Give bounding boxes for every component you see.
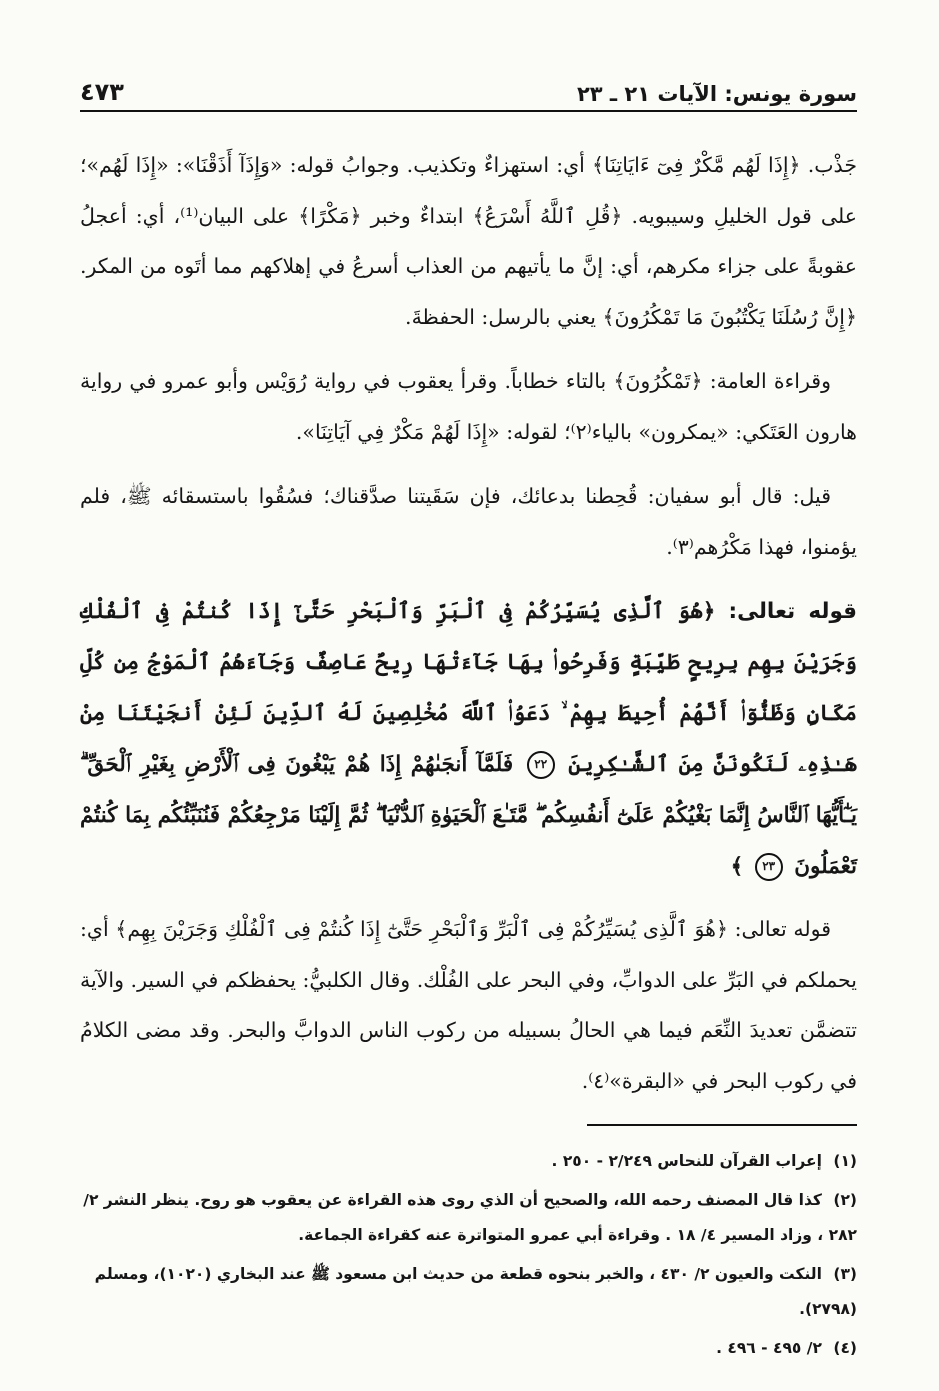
footnote-4 (80, 1331, 857, 1366)
footnote-text: ٢/ ٤٩٥ - ٤٩٦ . (716, 1339, 822, 1357)
footnote-number: (٤) (833, 1339, 857, 1357)
verse-close-bracket: ﴾ (730, 854, 744, 879)
page-number: ٤٧٣ (80, 78, 124, 106)
verse-text-23: فَلَمَّآ أَنجَىٰهُمْ إِذَا هُمْ يَبْغُونَ فِى ٱلْأَرْضِ بِغَيْرِ ٱلْحَقِّ ۗ يَـٰٓأَيُّهَا ٱلنَّاسُ إِنَّمَا بَغْيُكُمْ عَلَىٰٓ أَنفُسِكُم ۖ مَّتَـٰعَ ٱلْحَيَوٰةِ ٱلدُّنْيَا ۖ ثُمَّ إِلَيْنَا مَرْجِعُكُمْ فَنُنَبِّئُكُم بِمَا كُنتُمْ تَعْمَلُونَ (80, 752, 857, 879)
footnote-text: كذا قال المصنف رحمه الله، والصحيح أن الذي روى هذه القراءة عن يعقوب هو روح. ينظر النشر ٢/ ٢٨٢ ، وزاد المسير ٤/ ١٨ . وقراءة أبي عمرو المتواترة عنه كقراءة الجماعة. (83, 1191, 857, 1244)
verse-text-22: ﴿هُوَ ٱلَّذِى يُسَيِّرُكُمْ فِى ٱلْبَرِّ وَٱلْبَحْرِ حَتَّىٰٓ إِذَا كُنتُمْ فِى ٱلْفُلْكِ وَجَرَيْنَ بِهِم بِرِيحٍ طَيِّبَةٍ وَفَرِحُوا۟ بِهَا جَآءَتْهَا رِيحٌ عَاصِفٌ وَجَآءَهُمُ ٱلْمَوْجُ مِن كُلِّ مَكَانٍ وَظَنُّوٓا۟ أَنَّهُمْ أُحِيطَ بِهِمْ ۙ دَعَوُا۟ ٱللَّهَ مُخْلِصِينَ لَهُ ٱلدِّينَ لَئِنْ أَنجَيْتَنَا مِنْ هَـٰذِهِۦ لَنَكُونَنَّ مِنَ ٱلشَّـٰكِرِينَ (80, 599, 857, 777)
footnotes (80, 1144, 857, 1366)
ayah-number-22: ٢٢ (527, 751, 555, 779)
footnote-number: (٣) (833, 1265, 857, 1283)
ayah-number-23: ٢٣ (755, 853, 783, 881)
commentary-paragraph: قوله تعالى: ﴿هُوَ ٱلَّذِى يُسَيِّرُكُمْ فِى ٱلْبَرِّ وَٱلْبَحْرِ حَتَّىٰٓ إِذَا كُنتُمْ فِى ٱلْفُلْكِ وَجَرَيْنَ بِهِم﴾ أي: يحملكم في البَرِّ على الدوابِّ، وفي البحر على الفُلْك. وقال الكلبيُّ: يحفظكم في السير. والآية تتضمَّن تعديدَ النِّعَم فيما هي الحالُ بسبيله من ركوب الناس الدوابَّ والبحر. وقد مضى الكلامُ في ركوب البحر في «البقرة»⁽٤⁾. (80, 917, 857, 1093)
running-title: سورة يونس: الآيات ٢١ ـ ٢٣ (576, 82, 857, 106)
paragraph-2: وقراءة العامة: ﴿تَمْكُرُونَ﴾ بالتاء خطاباً. وقرأ يعقوب في رواية رُوَيْس وأبو عمرو في رواية هارون العَتَكي: «يمكرون» بالياء⁽٢⁾؛ لقوله: «إِذَا لَهُمْ مَكْرٌ فِي آيَاتِنَا». (80, 369, 857, 444)
paragraph-1: جَذْب. ﴿إِذَا لَهُم مَّكْرٌ فِىٓ ءَايَاتِنَا﴾ أي: استهزاءٌ وتكذيب. وجوابُ قوله: «وَإِذَآ أَذَقْنَا»: «إِذَا لَهُم»؛ على قول الخليلِ وسيبويه. ﴿قُلِ ٱللَّهُ أَسْرَعُ﴾ ابتداءٌ وخبر ﴿مَكْرًا﴾ على البيان⁽¹⁾، أي: أعجلُ عقوبةً على جزاء مكرهم، أي: إنَّ ما يأتيهم من العذاب أسرعُ في إهلاكهم مما أتَوه من المكر. ﴿إِنَّ رُسُلَنَا يَكْتُبُونَ مَا تَمْكُرُونَ﴾ يعني بالرسل: الحفظةَ. (80, 153, 857, 329)
footnote-text: إعراب القرآن للنحاس ٢/٢٤٩ - ٢٥٠ . (551, 1152, 822, 1170)
page-header (80, 70, 857, 112)
footnote-text: النكت والعيون ٢/ ٤٣٠ ، والخبر بنحوه قطعة من حديث ابن مسعود ﷺ عند البخاري (١٠٢٠)، ومسلم (٢٧٩٨). (94, 1265, 857, 1318)
footnote-divider (587, 1124, 857, 1126)
verse-lead: قوله تعالى: (728, 599, 857, 624)
footnote-2 (80, 1183, 857, 1253)
footnote-number: (٢) (833, 1191, 857, 1209)
footnote-number: (١) (833, 1152, 857, 1170)
footnote-3 (80, 1257, 857, 1327)
paragraph-3: قيل: قال أبو سفيان: قُحِطنا بدعائك، فإن سَقَيتنا صدَّقناك؛ فسُقُوا باستسقائه ﷺ، فلم يؤمنوا، فهذا مَكْرُهم⁽٣⁾. (80, 484, 857, 559)
quran-verse-block (80, 586, 857, 892)
footnote-1 (80, 1144, 857, 1179)
commentary-text (80, 904, 857, 1106)
main-text (80, 140, 857, 572)
